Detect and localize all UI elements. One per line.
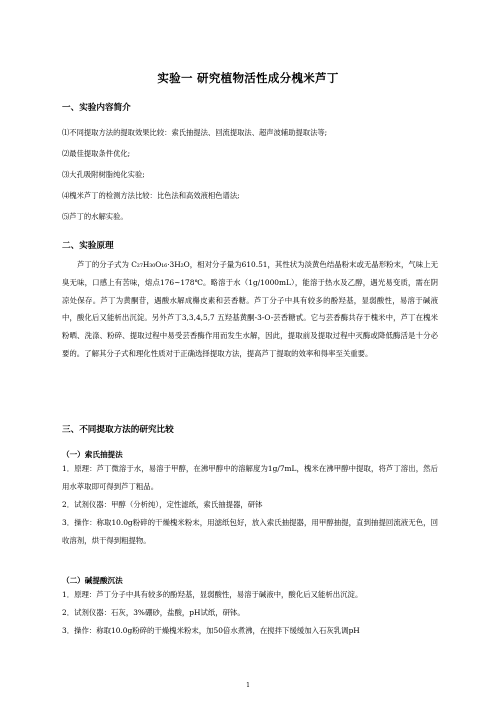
list-item: 3．操作：称取10.0g粉碎的干燥槐米粉末，加50倍水煮沸，在搅拌下缓缓加入石灰乳调pH <box>62 626 360 635</box>
list-item: 2．试剂仪器：石灰，3%硼砂，盐酸，pH试纸，研钵。 <box>62 608 245 617</box>
section-heading-principle: 二、实验原理 <box>62 241 114 251</box>
page-number: 1 <box>246 682 250 689</box>
list-item: ⑸芦丁的水解实验。 <box>62 212 128 221</box>
list-item: 1．原理：芦丁微溶于水，易溶于甲醇，在沸甲醇中的溶解度为1g/7mL，槐米在沸甲醇中提取，将芦丁溶出，然后用水萃取即可得到芦丁粗品。 <box>62 464 438 491</box>
subsection-heading-soxhlet: （一）索氏抽提法 <box>62 450 123 459</box>
list-item: 1．原理：芦丁分子中具有较多的酚羟基，显弱酸性，易溶于碱液中，酸化后又能析出沉淀。 <box>62 590 363 599</box>
subsection-heading-alkali: （二）碱提酸沉法 <box>62 576 123 585</box>
list-item: ⑵最佳提取条件优化; <box>62 149 131 158</box>
principle-paragraph: 芦丁的分子式为 C₂₇H₃₀O₁₆·3H₂O，相对分子量为610.51，其性状为淡黄色结晶粉末或无晶形粉末，气味上无臭无味，口感上有苦味，熔点176~178℃。略溶于水（1g/1000mL），能溶于热水及乙醇，遇光易变质，需在阴凉处保存。芦丁为黄酮苷，遇酸水解成槲皮素和芸香糖。芦丁分子中具有较多的酚羟基，显弱酸性，易溶于碱液中，酸化后又能析出沉淀。另外芦丁3,3,4,5,7 五羟基黄酮-3-O-芸香糖甙。它与芸香酶共存于槐米中，芦丁在槐米粉晒、洗涤、粉碎、提取过程中易受芸香酶作用而发生水解，因此，提取前及提取过程中灭酶或降低酶活是十分必要的。了解其分子式和理化性质对于正确选择提取方法，提高芦丁提取的效率和得率至关重要。 <box>62 260 438 358</box>
section-heading-intro: 一、实验内容简介 <box>62 103 131 113</box>
list-item: ⑷槐米芦丁的检测方法比较：比色法和高效液相色谱法; <box>62 191 240 200</box>
list-item: 2．试剂仪器：甲醇（分析纯），定性滤纸，索氏抽提器，研钵 <box>62 500 263 509</box>
list-item: 3．操作：称取10.0g粉碎的干燥槐米粉末，用滤纸包好，放入索氏抽提器，用甲醇抽提，直到抽提回流液无色，回收溶剂，烘干得到粗提物。 <box>62 518 438 545</box>
section-heading-methods: 三、不同提取方法的研究比较 <box>62 425 174 435</box>
list-item: ⑴不同提取方法的提取效果比较：索氏抽提法、回流提取法、超声波辅助提取法等; <box>62 128 328 137</box>
list-item: ⑶大孔吸附树脂纯化实验; <box>62 170 145 179</box>
page-title: 实验一 研究植物活性成分槐米芦丁 <box>157 71 339 85</box>
